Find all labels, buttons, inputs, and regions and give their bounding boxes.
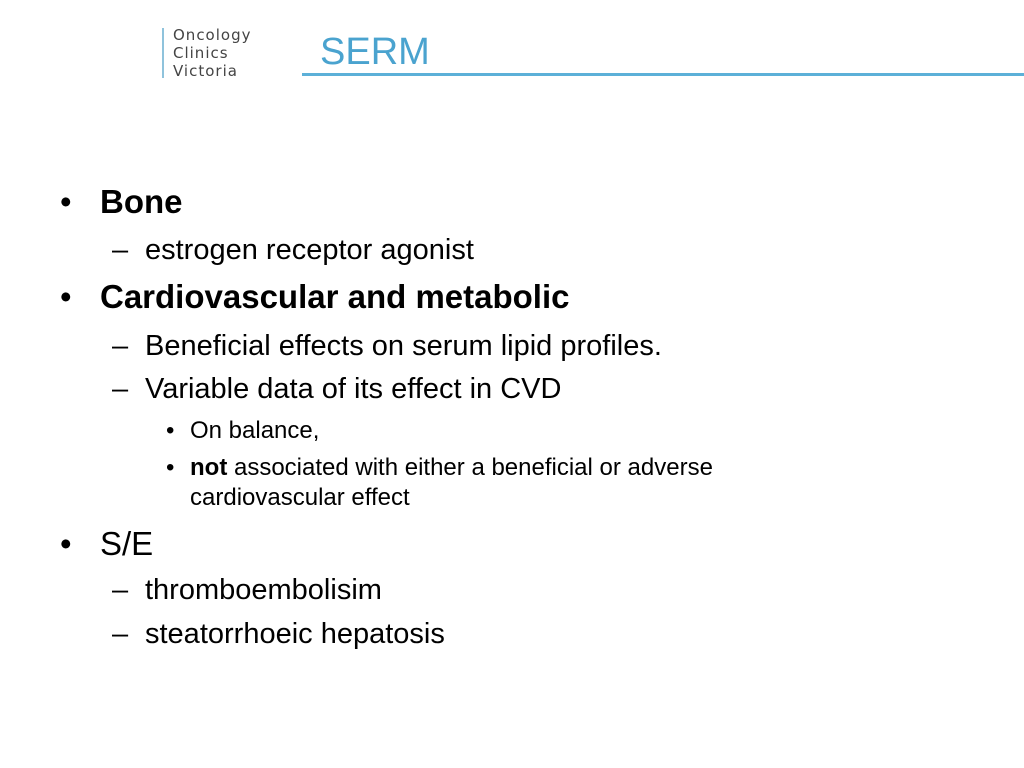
sub-bullet-text: thromboembolisim <box>145 574 382 606</box>
bullet-se <box>60 524 154 564</box>
dash-mark: – <box>112 618 129 650</box>
bullet-cardio-heading: Cardiovascular and metabolic <box>100 278 570 315</box>
bullet-bone-heading: Bone <box>100 183 183 220</box>
slide-title: SERM <box>320 31 430 73</box>
bullet-mark: • <box>166 417 175 444</box>
sub-sub-bullet-2-continuation: cardiovascular effect <box>190 484 410 511</box>
sub-bullet-text: steatorrhoeic hepatosis <box>145 618 445 650</box>
bullet-mark: • <box>166 454 175 481</box>
sub-bullet-bone-1 <box>112 232 474 268</box>
sub-bullet-cardio-2 <box>112 371 562 407</box>
sub-bullet-text: estrogen receptor agonist <box>145 234 474 266</box>
sub-sub-bullet-text: On balance, <box>190 417 320 444</box>
bullet-mark: • <box>60 278 72 315</box>
logo-line-2: Clinics <box>173 44 229 62</box>
bullet-cardio <box>60 277 570 317</box>
sub-sub-bullet-text: associated with either a beneficial or adverse <box>227 454 713 481</box>
logo-line-1: Oncology <box>173 26 252 44</box>
sub-bullet-cardio-1 <box>112 328 662 364</box>
bullet-se-heading: S/E <box>100 525 154 562</box>
emphasis-not: not <box>190 454 228 481</box>
bullet-mark: • <box>60 183 72 220</box>
sub-bullet-text: Variable data of its effect in CVD <box>145 373 562 405</box>
sub-bullet-se-1 <box>112 572 382 608</box>
bullet-bone <box>60 182 183 222</box>
sub-bullet-text: Beneficial effects on serum lipid profiles. <box>145 330 662 362</box>
dash-mark: – <box>112 330 129 362</box>
sub-sub-bullet-2 <box>166 453 713 483</box>
logo-line-3: Victoria <box>173 62 238 80</box>
dash-mark: – <box>112 574 129 606</box>
dash-mark: – <box>112 373 129 405</box>
sub-sub-bullet-1 <box>166 416 320 446</box>
bullet-mark: • <box>60 525 72 562</box>
sub-bullet-se-2 <box>112 616 445 652</box>
dash-mark: – <box>112 234 129 266</box>
